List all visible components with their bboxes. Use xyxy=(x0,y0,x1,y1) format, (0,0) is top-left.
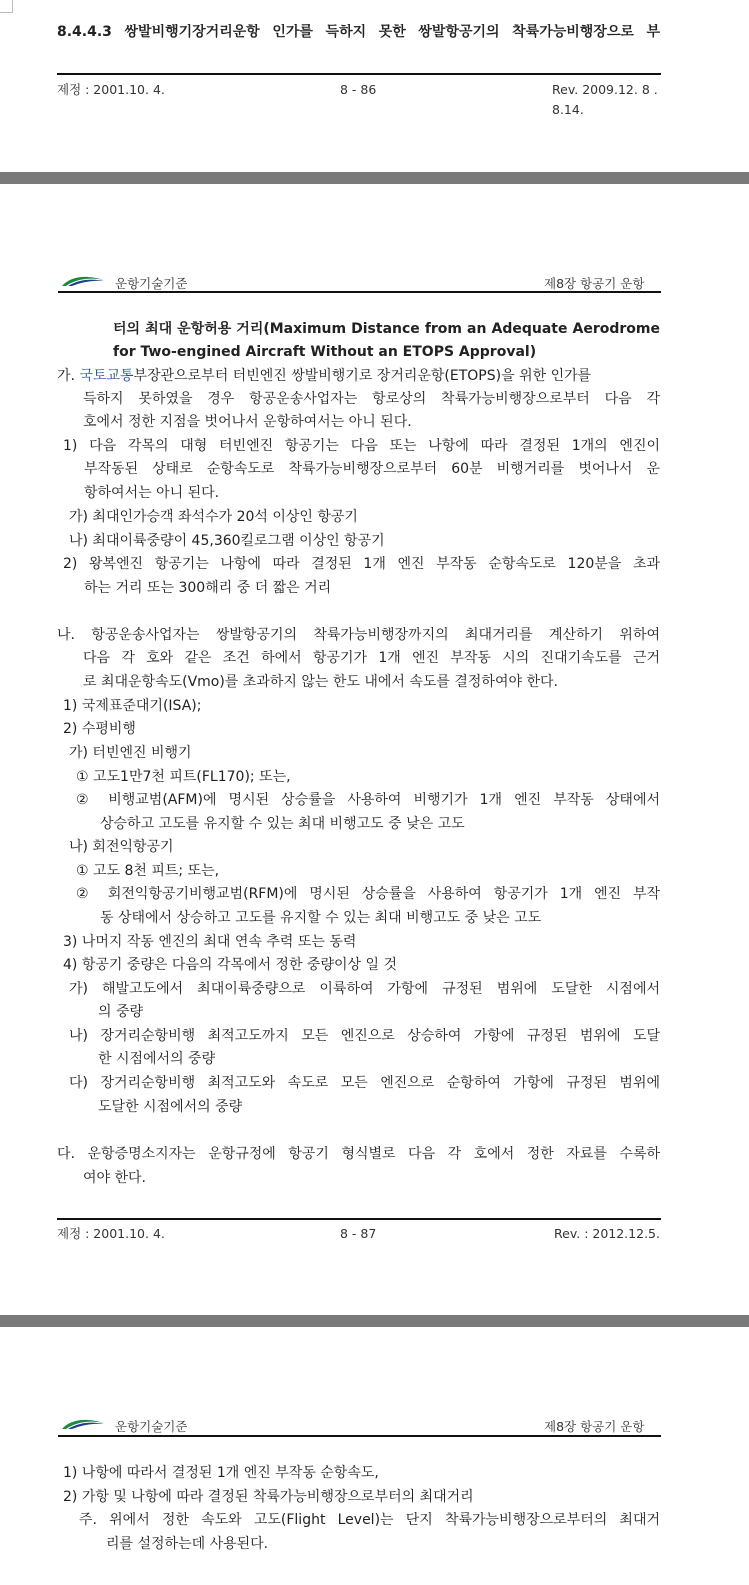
item-na1: 1) 국제표준대기(ISA); xyxy=(63,698,202,714)
agency-logo-icon xyxy=(60,274,106,288)
footer-page-number: 8 - 87 xyxy=(340,1226,377,1241)
para-da-line-2: 여야 한다. xyxy=(83,1170,146,1186)
item-na2: 2) 수평비행 xyxy=(63,721,136,737)
para-ga-line-1 xyxy=(57,368,660,384)
para-na-line-3: 로 최대운항속도(Vmo)를 초과하지 않는 한도 내에서 속도를 결정하여야 한다. xyxy=(83,674,558,690)
footer-enacted: 제정 : 2001.10. 4. xyxy=(57,1226,165,1241)
header-chapter: 제8장 항공기 운항 xyxy=(544,276,645,291)
para-ga-line-2: 득하지 못하였을 경우 항공운송사업자는 항로상의 착륙가능비행장으로부터 다음 각 xyxy=(83,391,660,407)
item-ga2-line-1: 2) 왕복엔진 항공기는 나항에 따라 결정된 1개 엔진 부작동 순항속도로 120분을 초과 xyxy=(63,556,660,572)
item-na4-b-line-2: 한 시점에서의 중량 xyxy=(98,1051,216,1067)
header-chapter: 제8장 항공기 운항 xyxy=(544,1419,645,1434)
para-na-line-1: 나. 항공운송사업자는 쌍발항공기의 착륙가능비행장까지의 최대거리를 계산하기 위하여 xyxy=(57,627,660,643)
item-na4-a-line-2: 의 중량 xyxy=(98,1004,144,1020)
item-na2-b1: ① 고도 8천 피트; 또는, xyxy=(76,863,220,879)
para-ga-marker: 가. xyxy=(57,368,75,384)
item-na4-c-line-1: 다) 장거리순항비행 최적고도와 속도로 모든 엔진으로 순항하여 가항에 규정된 범위에 xyxy=(69,1075,660,1091)
item-ga1-line-2: 부작동된 상태로 순항속도로 착륙가능비행장으로부터 60분 비행거리를 벗어나서 운 xyxy=(84,461,660,477)
footer-revision-2: 8.14. xyxy=(552,102,584,117)
para-da-line-1: 다. 운항증명소지자는 운항규정에 항공기 형식별로 다음 각 호에서 정한 자료를 수록하 xyxy=(57,1146,660,1162)
item-na4-c-line-2: 도달한 시점에서의 중량 xyxy=(98,1099,243,1115)
footer-enacted: 제정 : 2001.10. 4. xyxy=(57,82,165,97)
item-na2-b2-line-2: 동 상태에서 상승하고 고도를 유지할 수 있는 최대 비행고도 중 낮은 고도 xyxy=(100,910,542,926)
item-ga2-line-2: 하는 거리 또는 300해리 중 더 짧은 거리 xyxy=(84,580,332,596)
agency-logo-icon xyxy=(60,1417,106,1431)
item-1: 1) 나항에 따라서 결정된 1개 엔진 부작동 순항속도, xyxy=(63,1465,379,1481)
footer-rule xyxy=(57,1218,661,1220)
item-ga1-line-3: 항하여서는 아니 된다. xyxy=(84,485,220,501)
note-line-1: 주. 위에서 정한 속도와 고도(Flight Level)는 단지 착륙가능비행장으로부터의 최대거 xyxy=(79,1512,660,1528)
item-ga1-a: 가) 최대인가승객 좌석수가 20석 이상인 항공기 xyxy=(69,509,358,525)
item-ga1-b: 나) 최대이륙중량이 45,360킬로그램 이상인 항공기 xyxy=(69,533,385,549)
item-na4-b-line-1: 나) 장거리순항비행 최적고도까지 모든 엔진으로 상승하여 가항에 규정된 범위에 도달 xyxy=(69,1028,660,1044)
para-ga-line-3: 호에서 정한 지점을 벗어나서 운항하여서는 아니 된다. xyxy=(83,414,412,430)
note-line-2: 리를 설정하는데 사용된다. xyxy=(106,1536,269,1552)
page-corner xyxy=(0,0,13,13)
ministry-link[interactable]: 국토교통 xyxy=(79,368,134,384)
section-heading: 8.4.4.3 쌍발비행기장거리운항 인가를 득하지 못한 쌍발항공기의 착륙가능비행장으로 부 xyxy=(57,24,660,40)
para-na-line-2: 다음 각 호와 같은 조건 하에서 항공기가 1개 엔진 부작동 시의 진대기속도를 근거 xyxy=(83,650,660,666)
item-ga1-line-1: 1) 다음 각목의 대형 터빈엔진 항공기는 다음 또는 나항에 따라 결정된 1개의 엔진이 xyxy=(63,438,660,454)
page-separator xyxy=(0,172,749,184)
heading-cont: 터의 최대 운항허용 거리(Maximum Distance from an Adequate Aerodrome xyxy=(113,321,660,337)
header-org: 운항기술기준 xyxy=(115,1419,188,1434)
item-na2-a2-line-2: 상승하고 고도를 유지할 수 있는 최대 비행고도 중 낮은 고도 xyxy=(100,816,465,832)
page-separator xyxy=(0,1315,749,1327)
item-na4: 4) 항공기 중량은 다음의 각목에서 정한 중량이상 일 것 xyxy=(63,957,397,973)
item-na4-a-line-1: 가) 해발고도에서 최대이륙중량으로 이륙하여 가항에 규정된 범위에 도달한 시점에서 xyxy=(69,981,660,997)
header-rule xyxy=(58,1435,661,1437)
item-na2-a2-line-1: ② 비행교범(AFM)에 명시된 상승률을 사용하여 비행기가 1개 엔진 부작동 상태에서 xyxy=(76,792,660,808)
item-na3: 3) 나머지 작동 엔진의 최대 연속 추력 또는 동력 xyxy=(63,934,357,950)
item-2: 2) 가항 및 나항에 따라 결정된 착륙가능비행장으로부터의 최대거리 xyxy=(63,1489,474,1505)
footer-page-number: 8 - 86 xyxy=(340,82,377,97)
footer-revision: Rev. : 2012.12.5. xyxy=(554,1226,660,1241)
footer-rule xyxy=(57,73,661,75)
header-org: 운항기술기준 xyxy=(115,276,188,291)
item-na2-b: 나) 회전익항공기 xyxy=(69,839,174,855)
footer-revision: Rev. 2009.12. 8 . xyxy=(552,82,658,97)
item-na2-a1: ① 고도1만7천 피트(FL170); 또는, xyxy=(76,769,291,785)
para-ga-text: 부장관으로부터 터빈엔진 쌍발비행기로 장거리운항(ETOPS)을 위한 인가를 xyxy=(133,368,592,384)
heading-cont-2: for Two-engined Aircraft Without an ETOPS Approval) xyxy=(113,344,537,360)
item-na2-b2-line-1: ② 회전익항공기비행교범(RFM)에 명시된 상승률을 사용하여 항공기가 1개 엔진 부작 xyxy=(76,886,660,902)
header-rule xyxy=(58,291,661,293)
item-na2-a: 가) 터빈엔진 비행기 xyxy=(69,745,192,761)
